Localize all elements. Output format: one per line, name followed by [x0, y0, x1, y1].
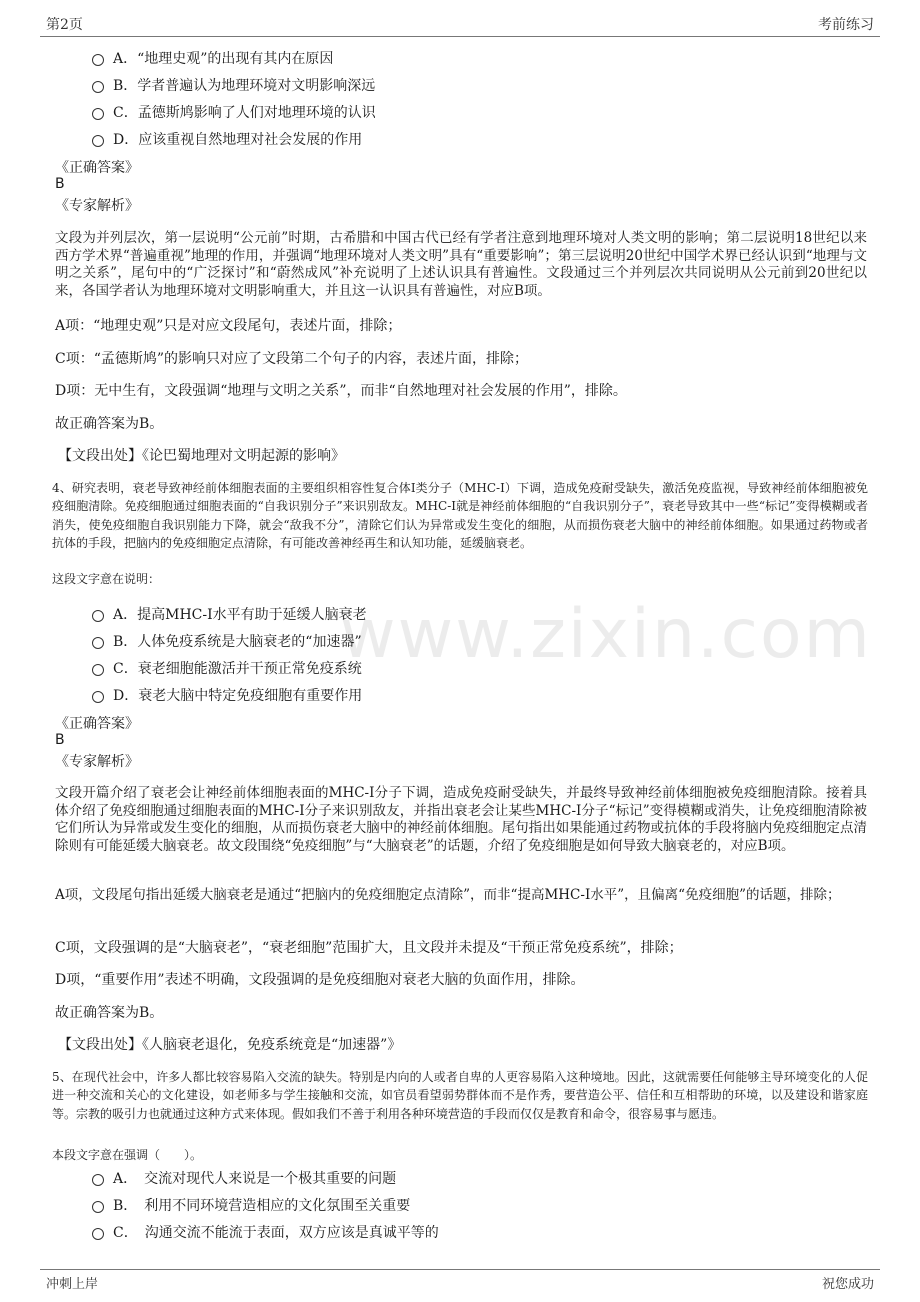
footer-right: 祝您成功: [821, 1277, 874, 1292]
q5-option-b[interactable]: [92, 1195, 410, 1215]
radio-icon[interactable]: [92, 637, 104, 649]
q4-option-d[interactable]: [92, 685, 362, 705]
passage-source: 【文段出处】《人脑衰老退化，免疫系统竟是“加速器”》: [58, 1037, 402, 1053]
analysis-label: 《专家解析》: [55, 198, 139, 214]
footer-divider: [40, 1269, 880, 1270]
option-text: B．人体免疫系统是大脑衰老的“加速器”: [113, 634, 362, 650]
analysis-label: 《专家解析》: [55, 754, 139, 770]
option-text: A．“地理史观”的出现有其内在原因: [113, 51, 334, 67]
option-text: D．应该重视自然地理对社会发展的作用: [113, 132, 363, 148]
answer-value: B: [55, 176, 65, 192]
option-text: B． 利用不同环境营造相应的文化氛围至关重要: [113, 1198, 411, 1214]
answer-label: 《正确答案》: [55, 160, 139, 176]
option-text: B．学者普遍认为地理环境对文明影响深远: [113, 78, 376, 94]
explain-d: D项，“重要作用”表述不明确，文段强调的是免疫细胞对衰老大脑的负面作用，排除。: [55, 972, 585, 988]
option-text: A．提高MHC-I水平有助于延缓人脑衰老: [113, 607, 367, 623]
question-stem: 本段文字意在强调（ ）。: [52, 1148, 203, 1162]
q4-option-c[interactable]: [92, 658, 362, 678]
radio-icon[interactable]: [92, 81, 104, 93]
option-text: D．衰老大脑中特定免疫细胞有重要作用: [113, 688, 363, 704]
radio-icon[interactable]: [92, 135, 104, 147]
watermark: www.zixin.com: [340, 595, 872, 674]
radio-icon[interactable]: [92, 610, 104, 622]
radio-icon[interactable]: [92, 691, 104, 703]
conclusion: 故正确答案为B。: [55, 1005, 164, 1021]
question-passage: 4、研究表明，衰老导致神经前体细胞表面的主要组织相容性复合体I类分子（MHC-I）下调，造成免疫耐受缺失，激活免疫监视，导致神经前体细胞被免疫细胞清除。免疫细胞通过细胞表面的“自我识别分子”来识别敌友。MHC-I就是神经前体细胞的“自我识别分子”，衰老导致其中一些“标记”变得模糊或者消失，使免疫细胞自我识别能力下降，就会“敌我不分”，清除它们认为异常或发生变化的细胞，从而损伤衰老大脑中的神经前体细胞。如果通过药物或者抗体的手段，把脑内的免疫细胞定点清除，有可能改善神经再生和认知功能，延缓脑衰老。: [52, 481, 868, 550]
q4-option-a[interactable]: [92, 604, 367, 624]
explain-a: A项，文段尾句指出延缓大脑衰老是通过“把脑内的免疫细胞定点清除”，而非“提高MHC-I水平”，且偏离“免疫细胞”的话题，排除；: [55, 887, 841, 903]
page-number: 第2页: [46, 17, 83, 33]
question-passage: 5、在现代社会中，许多人都比较容易陷入交流的缺失。特别是内向的人或者自卑的人更容易陷入这种境地。因此，这就需要任何能够主导环境变化的人促进一种交流和关心的文化建设，如老师多与学生接触和交流，如官员看望弱势群体而不是作秀，要营造公平、信任和互相帮助的环境，以及建设和谐家庭等。宗教的吸引力也就通过这种方式来体现。假如我们不善于利用各种环境营造的手段而仅仅是教育和命令，很容易事与愿违。: [52, 1070, 868, 1121]
document-label: 考前练习: [818, 17, 874, 33]
explain-c: C项，文段强调的是“大脑衰老”，“衰老细胞”范围扩大，且文段并未提及“干预正常免疫系统”，排除；: [55, 940, 683, 956]
q5-option-a[interactable]: [92, 1168, 396, 1188]
q3-option-c[interactable]: [92, 102, 376, 122]
answer-label: 《正确答案》: [55, 716, 139, 732]
radio-icon[interactable]: [92, 54, 104, 66]
radio-icon[interactable]: [92, 1201, 104, 1213]
analysis-text: 文段为并列层次，第一层说明“公元前”时期，古希腊和中国古代已经有学者注意到地理环境对人类文明的影响；第二层说明18世纪以来西方学术界“普遍重视”地理的作用，并强调“地理环境对人类文明”具有“重要影响”；第三层说明20世纪中国学术界已经认识到“地理与文明之关系”，尾句中的“广泛探讨”和“蔚然成风”补充说明了上述认识具有普遍性。文段通过三个并列层次共同说明从公元前到20世纪以来，各国学者认为地理环境对文明影响重大，并且这一认识具有普遍性，对应B项。: [55, 230, 867, 299]
q3-option-a[interactable]: [92, 48, 333, 68]
explain-d: D项：无中生有，文段强调“地理与文明之关系”，而非“自然地理对社会发展的作用”，排除。: [55, 383, 627, 399]
explain-a: A项：“地理史观”只是对应文段尾句，表述片面，排除；: [55, 318, 402, 334]
q3-option-d[interactable]: [92, 129, 362, 149]
conclusion: 故正确答案为B。: [55, 416, 164, 432]
footer-left: 冲刺上岸: [46, 1277, 99, 1292]
passage-source: 【文段出处】《论巴蜀地理对文明起源的影响》: [58, 448, 345, 464]
radio-icon[interactable]: [92, 1174, 104, 1186]
radio-icon[interactable]: [92, 108, 104, 120]
option-text: C．衰老细胞能激活并干预正常免疫系统: [113, 661, 362, 677]
analysis-text: 文段开篇介绍了衰老会让神经前体细胞表面的MHC-I分子下调，造成免疫耐受缺失，并最终导致神经前体细胞被免疫细胞清除。接着具体介绍了免疫细胞通过细胞表面的MHC-I分子来识别敌友，并指出衰老会让某些MHC-I分子“标记”变得模糊或消失，让免疫细胞清除被它们所认为异常或发生变化的细胞，从而损伤衰老大脑中的神经前体细胞。尾句指出如果能通过药物或抗体的手段将脑内免疫细胞定点清除则有可能延缓大脑衰老。故文段围绕“免疫细胞”与“大脑衰老”的话题，介绍了免疫细胞是如何导致大脑衰老的，对应B项。: [55, 785, 867, 854]
option-text: A． 交流对现代人来说是一个极其重要的问题: [113, 1171, 397, 1187]
question-stem: 这段文字意在说明：: [52, 572, 161, 586]
option-text: C．孟德斯鸠影响了人们对地理环境的认识: [113, 105, 376, 121]
explain-c: C项：“孟德斯鸠”的影响只对应了文段第二个句子的内容，表述片面，排除；: [55, 351, 529, 367]
radio-icon[interactable]: [92, 664, 104, 676]
answer-value: B: [55, 732, 65, 748]
radio-icon[interactable]: [92, 1228, 104, 1240]
q5-option-c[interactable]: [92, 1222, 439, 1242]
option-text: C． 沟通交流不能流于表面，双方应该是真诚平等的: [113, 1225, 439, 1241]
q4-option-b[interactable]: [92, 631, 362, 651]
header-divider: [40, 36, 880, 37]
q3-option-b[interactable]: [92, 75, 375, 95]
